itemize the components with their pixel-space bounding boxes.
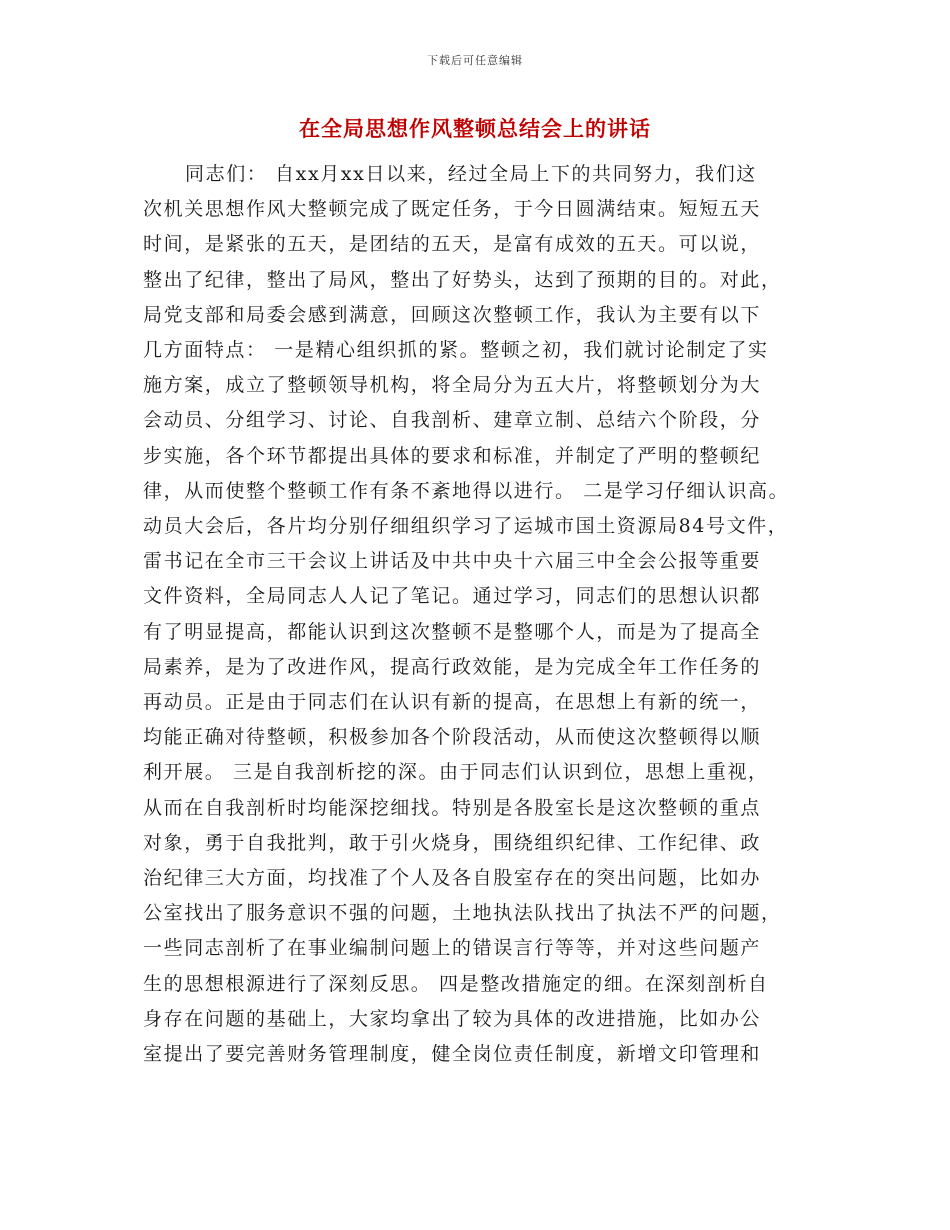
- body-line: 同志们： 自xx月xx日以来，经过全局上下的共同努力，我们这: [185, 163, 757, 185]
- body-line: 律，从而使整个整顿工作有条不紊地得以进行。 二是学习仔细认识高。: [143, 479, 790, 502]
- body-line: 文件资料，全局同志人人记了笔记。通过学习，同志们的思想认识都: [143, 585, 762, 608]
- body-line: 治纪律三大方面，均找准了个人及各自股室存在的突出问题，比如办: [143, 867, 762, 889]
- body-line: 从而在自我剖析时均能深挖细找。特别是各股室长是这次整顿的重点: [143, 796, 762, 819]
- body-line: 有了明显提高，都能认识到这次整顿不是整哪个人，而是为了提高全: [143, 620, 762, 643]
- body-line: 动员大会后，各片均分别仔细组织学习了运城市国土资源局84号文件，: [143, 515, 789, 537]
- header-note: 下载后可任意编辑: [427, 54, 523, 67]
- body-line: 一些同志剖析了在事业编制问题上的错误言行等等，并对这些问题产: [143, 937, 762, 960]
- body-line: 均能正确对待整顿，积极参加各个阶段活动，从而使这次整顿得以顺: [143, 726, 762, 749]
- body-line: 次机关思想作风大整顿完成了既定任务，于今日圆满结束。短短五天: [143, 198, 762, 221]
- body-line: 局党支部和局委会感到满意，回顾这次整顿工作，我认为主要有以下: [143, 303, 762, 326]
- body-line: 生的思想根源进行了深刻反思。 四是整改措施定的细。在深刻剖析自: [143, 972, 769, 995]
- body-line: 整出了纪律，整出了局风，整出了好势头，达到了预期的目的。对此，: [143, 268, 782, 291]
- body-line: 时间，是紧张的五天，是团结的五天，是富有成效的五天。可以说，: [143, 233, 762, 256]
- body-line: 公室找出了服务意识不强的问题，土地执法队找出了执法不严的问题，: [143, 902, 782, 925]
- body-line: 利开展。 三是自我剖析挖的深。由于同志们认识到位，思想上重视，: [143, 761, 769, 784]
- body-line: 身存在问题的基础上，大家均拿出了较为具体的改进措施，比如办公: [143, 1007, 762, 1030]
- body-line: 局素养，是为了改进作风，提高行政效能，是为完成全年工作任务的: [143, 655, 762, 678]
- body-line: 施方案，成立了整顿领导机构，将全局分为五大片，将整顿划分为大: [143, 374, 762, 397]
- body-line: 几方面特点： 一是精心组织抓的紧。整顿之初，我们就讨论制定了实: [143, 339, 769, 361]
- body-line: 雷书记在全市三干会议上讲话及中共中央十六届三中全会公报等重要: [143, 550, 762, 573]
- body-line: 会动员、分组学习、讨论、自我剖析、建章立制、总结六个阶段，分: [143, 409, 762, 432]
- body-line: 对象，勇于自我批判，敢于引火烧身，围绕组织纪律、工作纪律、政: [143, 831, 762, 854]
- body-line: 再动员。正是由于同志们在认识有新的提高，在思想上有新的统一，: [143, 691, 762, 713]
- document-title: 在全局思想作风整顿总结会上的讲话: [299, 117, 651, 141]
- body-line: 步实施，各个环节都提出具体的要求和标准，并制定了严明的整顿纪: [143, 444, 762, 467]
- body-line: 室提出了要完善财务管理制度，健全岗位责任制度，新增文印管理和: [143, 1043, 762, 1065]
